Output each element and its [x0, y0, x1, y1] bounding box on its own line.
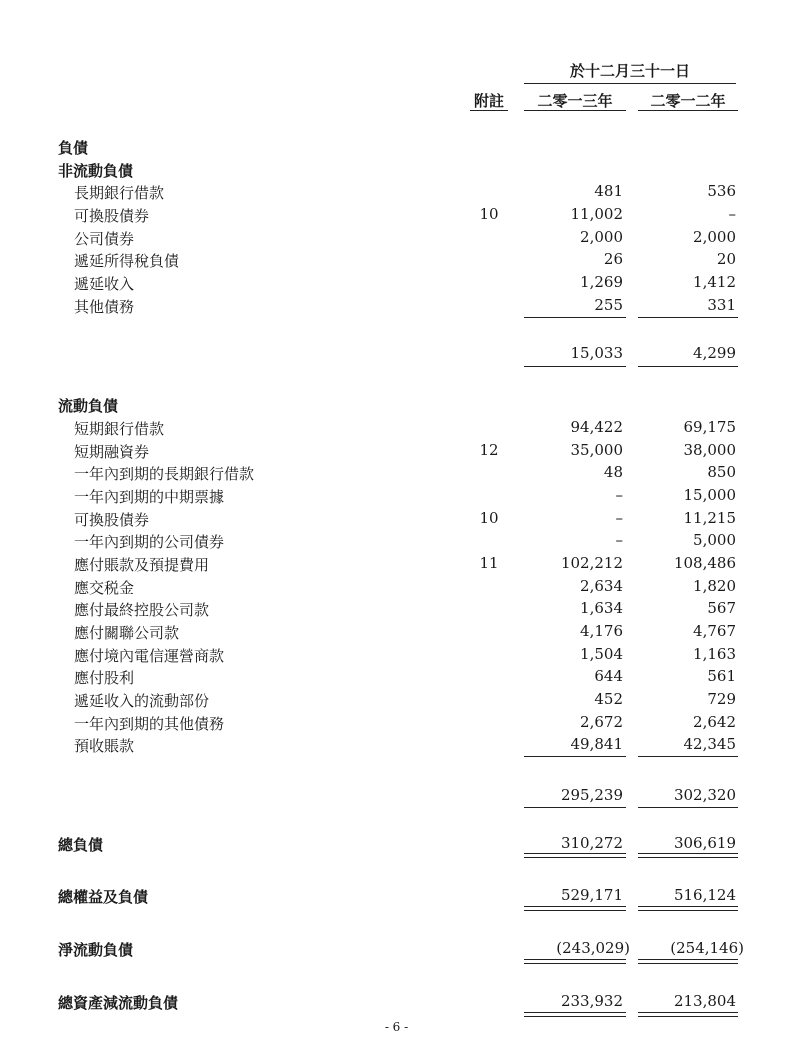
row-value-2013: 48	[603, 463, 623, 481]
row-label: 應付關聯公司款	[74, 624, 180, 642]
net-current-liabilities-2013: (243,029)	[556, 939, 630, 957]
row-value-2012: 1,163	[693, 645, 736, 663]
row-label: 應付股利	[74, 669, 135, 687]
total-assets-less-current-liabilities-2012: 213,804	[673, 992, 736, 1010]
row-value-2013: 94,422	[570, 418, 623, 436]
subtotal-underline	[524, 366, 626, 367]
row-label: 一年內到期的長期銀行借款	[74, 465, 255, 483]
row-value-2013: 1,269	[580, 273, 623, 291]
note-header-underline	[470, 110, 508, 111]
double-underline	[638, 906, 738, 911]
net-current-liabilities-label: 淨流動負債	[58, 941, 134, 959]
row-value-2013: –	[615, 486, 623, 504]
row-value-2012: 2,642	[693, 713, 736, 731]
row-value-2013: 102,212	[560, 554, 623, 572]
total-liabilities-label: 總負債	[58, 836, 104, 854]
row-note: 11	[479, 554, 499, 572]
row-label: 應付賬款及預提費用	[74, 556, 210, 574]
current-subtotal-2012: 302,320	[673, 786, 736, 804]
row-value-2013: 35,000	[570, 441, 623, 459]
row-label: 短期銀行借款	[74, 420, 165, 438]
row-label: 應付境內電信運營商款	[74, 647, 225, 665]
row-value-2012: 567	[707, 599, 736, 617]
row-value-2012: 20	[716, 250, 736, 268]
row-value-2012: 331	[707, 296, 736, 314]
row-value-2013: 4,176	[580, 622, 623, 640]
note-column-header: 附註	[473, 92, 504, 110]
double-underline	[524, 853, 626, 858]
double-underline	[524, 959, 626, 964]
current-liabilities-title: 流動負債	[58, 397, 119, 415]
row-value-2012: 5,000	[693, 531, 736, 549]
subtotal-underline	[638, 366, 738, 367]
row-value-2012: 1,820	[693, 577, 736, 595]
double-underline	[638, 959, 738, 964]
row-label: 一年內到期的公司債券	[74, 533, 225, 551]
year-2012-underline	[638, 110, 738, 111]
year-2013-header: 二零一三年	[537, 92, 613, 110]
row-value-2013: 11,002	[570, 205, 623, 223]
row-value-2013: 1,504	[580, 645, 623, 663]
double-underline	[524, 1012, 626, 1017]
subtotal-rule	[638, 756, 738, 757]
row-value-2012: 42,345	[683, 735, 736, 753]
row-value-2012: 69,175	[683, 418, 736, 436]
row-note: 12	[479, 441, 499, 459]
row-value-2012: 108,486	[673, 554, 736, 572]
row-value-2012: 4,767	[693, 622, 736, 640]
row-label: 一年內到期的中期票據	[74, 488, 225, 506]
non-current-liabilities-title: 非流動負債	[58, 162, 134, 180]
subtotal-underline	[524, 807, 626, 808]
row-value-2012: 561	[707, 667, 736, 685]
row-value-2013: 26	[603, 250, 623, 268]
row-value-2013: –	[615, 509, 623, 527]
row-label: 一年內到期的其他債務	[74, 715, 225, 733]
date-heading: 於十二月三十一日	[569, 62, 690, 80]
subtotal-rule	[638, 317, 738, 318]
subtotal-underline	[638, 807, 738, 808]
net-current-liabilities-2012: (254,146)	[670, 939, 744, 957]
row-value-2013: 1,634	[580, 599, 623, 617]
row-label: 應付最終控股公司款	[74, 601, 210, 619]
date-heading-underline	[524, 83, 736, 84]
liabilities-title: 負債	[58, 139, 89, 157]
row-value-2013: 2,000	[580, 228, 623, 246]
row-label: 遞延所得稅負債	[74, 252, 180, 270]
row-value-2013: 255	[594, 296, 623, 314]
row-label: 公司債券	[74, 230, 135, 248]
row-label: 長期銀行借款	[74, 184, 165, 202]
row-value-2012: –	[728, 205, 736, 223]
total-equity-and-liabilities-2013: 529,171	[560, 886, 623, 904]
year-2012-header: 二零一二年	[650, 92, 726, 110]
current-subtotal-2013: 295,239	[560, 786, 623, 804]
total-assets-less-current-liabilities-label: 總資產減流動負債	[58, 994, 179, 1012]
subtotal-rule	[524, 317, 626, 318]
non-current-subtotal-2012: 4,299	[693, 344, 736, 362]
subtotal-rule	[524, 756, 626, 757]
row-note: 10	[479, 509, 499, 527]
row-note: 10	[479, 205, 499, 223]
row-label: 可換股債券	[74, 207, 150, 225]
total-liabilities-2013: 310,272	[560, 834, 623, 852]
page-number: - 6 -	[384, 1020, 409, 1034]
row-value-2012: 38,000	[683, 441, 736, 459]
row-value-2012: 11,215	[683, 509, 736, 527]
row-label: 短期融資券	[74, 443, 150, 461]
row-value-2013: –	[615, 531, 623, 549]
double-underline	[524, 906, 626, 911]
double-underline	[638, 1012, 738, 1017]
row-value-2013: 452	[594, 690, 623, 708]
total-equity-and-liabilities-2012: 516,124	[673, 886, 736, 904]
total-liabilities-2012: 306,619	[673, 834, 736, 852]
row-value-2013: 2,672	[580, 713, 623, 731]
row-label: 預收賬款	[74, 737, 135, 755]
row-value-2013: 49,841	[570, 735, 623, 753]
row-value-2012: 15,000	[683, 486, 736, 504]
row-value-2013: 644	[594, 667, 623, 685]
row-value-2012: 1,412	[693, 273, 736, 291]
row-label: 遞延收入	[74, 275, 135, 293]
year-2013-underline	[524, 110, 626, 111]
row-label: 遞延收入的流動部份	[74, 692, 210, 710]
row-label: 應交税金	[74, 579, 135, 597]
row-label: 其他債務	[74, 298, 135, 316]
double-underline	[638, 853, 738, 858]
row-value-2013: 481	[594, 182, 623, 200]
total-assets-less-current-liabilities-2013: 233,932	[560, 992, 623, 1010]
row-label: 可換股債券	[74, 511, 150, 529]
row-value-2013: 2,634	[580, 577, 623, 595]
row-value-2012: 729	[707, 690, 736, 708]
total-equity-and-liabilities-label: 總權益及負債	[58, 888, 149, 906]
row-value-2012: 536	[707, 182, 736, 200]
non-current-subtotal-2013: 15,033	[570, 344, 623, 362]
row-value-2012: 850	[707, 463, 736, 481]
row-value-2012: 2,000	[693, 228, 736, 246]
